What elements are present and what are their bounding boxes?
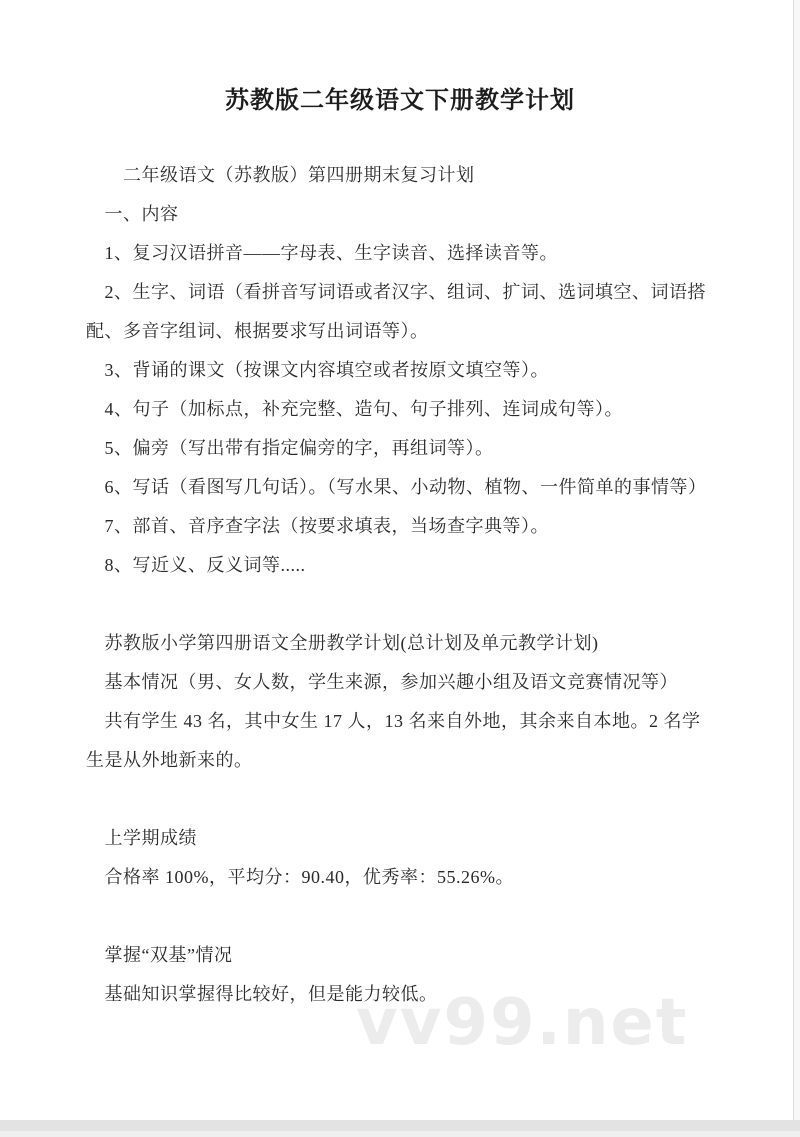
paragraph: 5、偏旁（写出带有指定偏旁的字，再组词等）。 — [86, 438, 494, 458]
paragraph: 一、内容 — [86, 204, 179, 224]
paragraph: 苏教版小学第四册语文全册教学计划(总计划及单元教学计划) — [86, 633, 599, 653]
paragraph: 共有学生 43 名，其中女生 17 人，13 名来自外地，其余来自本地。2 名学生是从外地新来的。 — [86, 711, 701, 770]
paragraph: 上学期成绩 — [86, 828, 197, 848]
paragraph: 4、句子（加标点，补充完整、造句、句子排列、连词成句等）。 — [86, 399, 623, 419]
footer-bar-lower — [0, 1131, 800, 1137]
paragraph: 基本情况（男、女人数，学生来源，参加兴趣小组及语文竞赛情况等） — [86, 672, 678, 692]
paragraph: 合格率 100%，平均分：90.40，优秀率：55.26%。 — [86, 867, 514, 887]
paragraph: 6、写话（看图写几句话）。（写水果、小动物、植物、一件简单的事情等） — [86, 477, 707, 497]
paragraph: 8、写近义、反义词等..... — [86, 555, 306, 575]
watermark-text: vv99.net — [356, 986, 689, 1060]
paragraph: 基础知识掌握得比较好，但是能力较低。 — [86, 984, 438, 1004]
paragraph: 掌握“双基”情况 — [86, 945, 233, 965]
document-title: 苏教版二年级语文下册教学计划 — [225, 87, 575, 114]
paragraph — [86, 585, 714, 624]
paragraph: 7、部首、音序查字法（按要求填表，当场查字典等）。 — [86, 516, 549, 536]
paragraph: 3、背诵的课文（按课文内容填空或者按原文填空等）。 — [86, 360, 549, 380]
page-right-edge-area — [794, 0, 800, 1121]
paragraph: 1、复习汉语拼音——字母表、生字读音、选择读音等。 — [86, 243, 558, 263]
footer-bar — [0, 1120, 800, 1131]
paragraph: 二年级语文（苏教版）第四册期末复习计划 — [86, 165, 475, 185]
paragraph-list — [86, 156, 714, 1014]
paragraph — [86, 897, 714, 936]
paragraph: 2、生字、词语（看拼音写词语或者汉字、组词、扩词、选词填空、词语搭配、多音字组词、根据要求写出词语等）。 — [86, 282, 706, 341]
paragraph — [86, 780, 714, 819]
